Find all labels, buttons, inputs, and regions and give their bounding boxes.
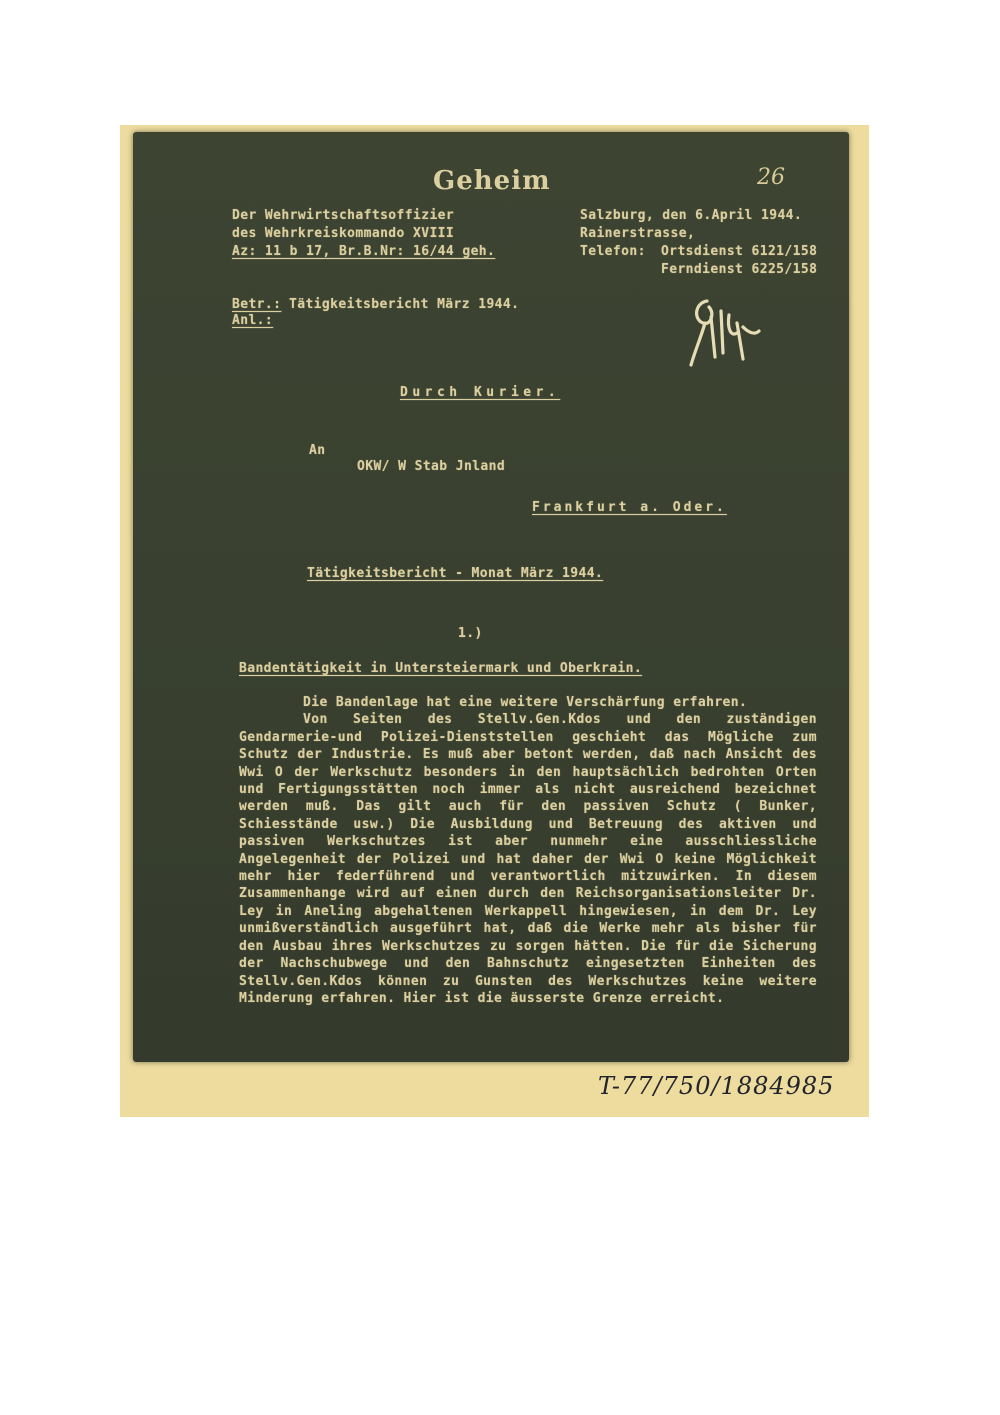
folio-number: 26 [757,165,785,190]
report-title: Tätigkeitsbericht - Monat März 1944. [307,566,604,581]
archive-reference: T-77/750/1884985 [598,1072,835,1100]
phone-local: Ortsdienst 6121/158 [661,244,818,259]
handwritten-signature [685,293,765,373]
body-paragraph-1: Die Bandenlage hat eine weitere Verschärfung erfahren. [303,695,748,710]
sender-reference: Az: 11 b 17, Br.B.Nr: 16/44 geh. [232,244,496,259]
section-heading: Bandentätigkeit in Untersteiermark und Oberkrain. [239,661,643,676]
enclosure-label: Anl.: [232,313,274,328]
subject-text: Tätigkeitsbericht März 1944. [289,297,520,312]
addressee-label: An [309,443,326,458]
phone-label: Telefon: [580,244,646,259]
sender-line-1: Der Wehrwirtschaftsoffizier [232,208,455,223]
street-address: Rainerstrasse, [580,226,696,241]
phone-long-distance: Ferndienst 6225/158 [661,262,818,277]
addressee: OKW/ W Stab Jnland [357,459,506,474]
section-number: 1.) [458,626,483,641]
destination: Frankfurt a. Oder. [532,500,727,515]
classification-heading: Geheim [433,166,551,196]
sender-line-2: des Wehrkreiskommando XVIII [232,226,455,241]
delivery-note: Durch Kurier. [400,385,561,400]
report-body [239,694,817,1007]
subject-label: Betr.: [232,297,282,312]
body-paragraph-2: Von Seiten des Stellv.Gen.Kdos und den zuständigen Gendarmerie-und Polizei-Dienststellen geschieht das Mögliche zum Schutz der Industrie. Es muß aber betont werden, daß nach Ansicht des Wwi O der Werkschutz besonders in den hauptsächlich bedrohten Orten und Fertigungsstätten noch immer als nicht ausreichend bezeichnet werden muß. Das gilt auch für den passiven Schutz ( Bunker, Schiesstände usw.) Die Ausbildung und Betreuung des aktiven und passiven Werkschutzes ist aber nunmehr eine ausschliessliche Angelegenheit der Polizei und hat daher der Wwi O keine Möglichkeit mehr hier federführend und verantwortlich mitzuwirken. In diesem Zusammenhange wird auf einen durch den Reichsorganisationsleiter Dr. Ley in Aneling abgehaltenen Werkappell hingewiesen, in dem Dr. Ley unmißverständlich ausgeführt hat, daß die Werke mehr als bisher für den Ausbau ihres Werkschutzes zu sorgen hätten. Die für die Sicherung der Nachschubwege und den Bahnschutz eingesetzten Einheiten des Stellv.Gen.Kdos können zu Gunsten des Werkschutzes keine weitere Minderung erfahren. Hier ist die äusserste Grenze erreicht. [239,712,817,1006]
place-date: Salzburg, den 6.April 1944. [580,208,803,223]
